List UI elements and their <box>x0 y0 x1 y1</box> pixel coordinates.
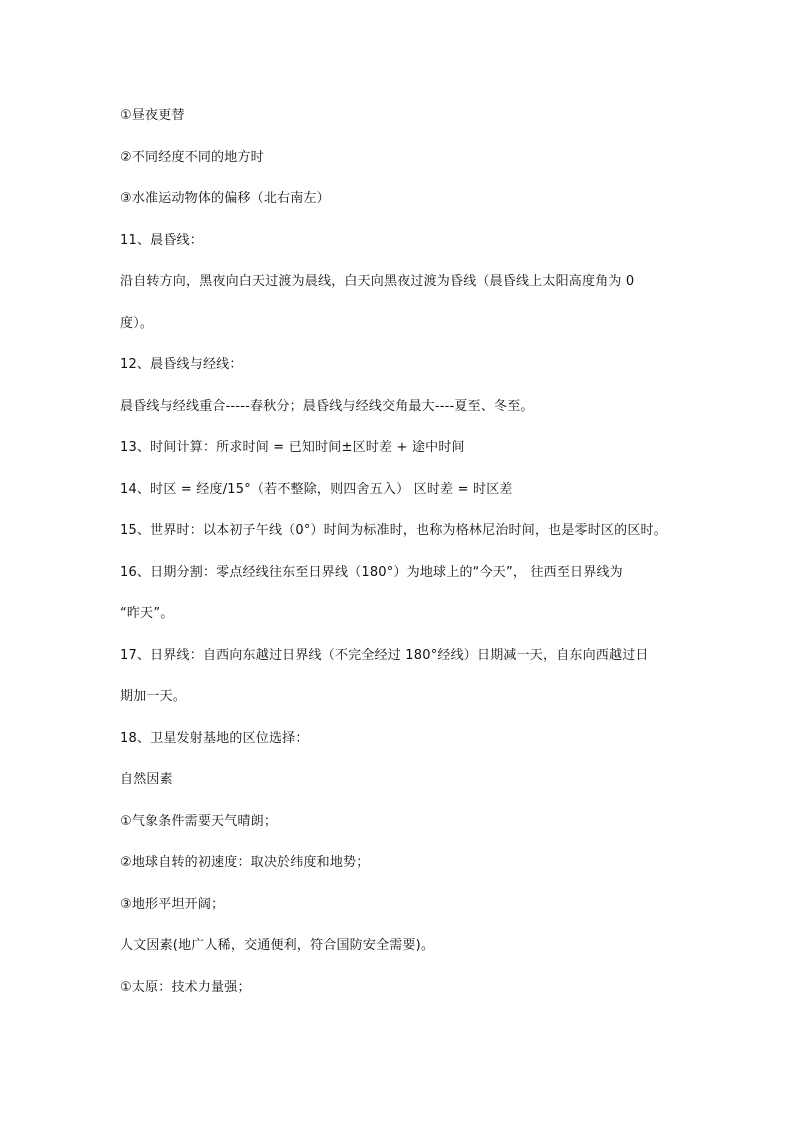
section-heading: 16、日期分割：零点经线往东至日界线（180°）为地球上的“今天”， 往西至日界线为 <box>120 564 623 580</box>
text-line: ①太原：技术力量强； <box>120 979 251 995</box>
text-line: “昨天”。 <box>120 606 174 621</box>
section-heading: 12、晨昏线与经线： <box>120 357 243 372</box>
text-line: 自然因素 <box>120 772 173 787</box>
section-heading: 17、日界线：自西向东越过日界线（不完全经过 180°经线）日期减一天，自东向西越过日 <box>120 647 649 663</box>
document-body <box>120 106 690 1019</box>
text-line: ②不同经度不同的地方时 <box>120 149 264 165</box>
text-line: 沿自转方向，黑夜向白天过渡为晨线，白天向黑夜过渡为昏线（晨昏线上太阳高度角为 0 <box>120 274 635 289</box>
text-line: ②地球自转的初速度：取决於纬度和地势； <box>120 855 370 870</box>
section-heading: 11、晨昏线： <box>120 232 203 248</box>
text-line: 人文因素(地广人稀，交通便利，符合国防安全需要)。 <box>120 938 435 953</box>
text-line: ①气象条件需要天气晴朗； <box>120 813 278 829</box>
text-line: ③地形平坦开阔； <box>120 896 225 912</box>
text-line: ③水准运动物体的偏移（北右南左） <box>120 191 330 206</box>
section-heading: 14、时区 = 经度/15°（若不整除，则四舍五入） 区时差 = 时区差 <box>120 481 513 497</box>
text-line: 晨昏线与经线重合-----春秋分；晨昏线与经线交角最大----夏至、冬至。 <box>120 398 534 414</box>
text-line: 度）。 <box>120 315 154 331</box>
section-heading: 13、时间计算：所求时间 = 已知时间±区时差 + 途中时间 <box>120 440 465 455</box>
section-heading: 18、卫星发射基地的区位选择： <box>120 730 309 746</box>
text-line: 期加一天。 <box>120 689 187 704</box>
section-heading: 15、世界时：以本初子午线（0°）时间为标准时，也称为格林尼治时间，也是零时区的区时。 <box>120 523 667 538</box>
text-line: ①昼夜更替 <box>120 108 185 123</box>
